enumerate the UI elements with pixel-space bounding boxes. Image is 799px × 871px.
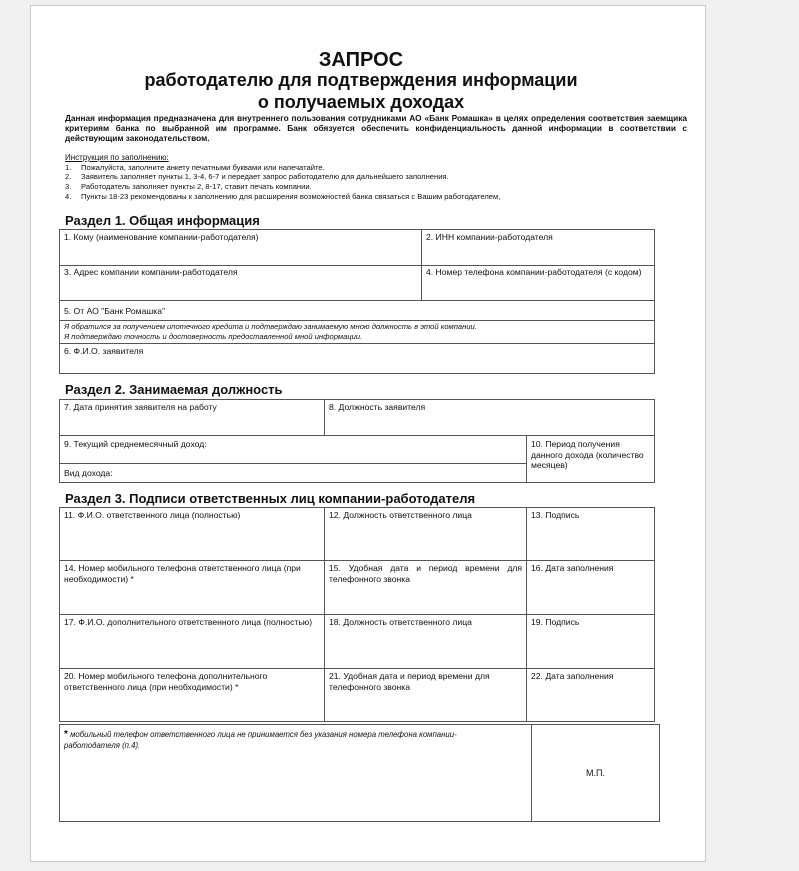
field-20-additional-mobile[interactable]: 20. Номер мобильного телефона дополнительного ответственного лица (при необходимости) *	[64, 671, 268, 692]
instruction-item: 3. Работодатель заполняет пункты 2, 8-17, ставит печать компании.	[65, 182, 312, 191]
field-17-additional-name[interactable]: 17. Ф.И.О. дополнительного ответственного лица (полностью)	[64, 617, 313, 627]
field-14-responsible-mobile[interactable]: 14. Номер мобильного телефона ответственного лица (при необходимости) *	[64, 563, 301, 584]
document-subtitle-line-1: работодателю для подтверждения информации	[144, 70, 578, 90]
footnote-box	[59, 724, 561, 822]
field-15-call-time[interactable]: 15. Удобная дата и период времени для телефонного звонка	[329, 563, 522, 584]
field-7-hire-date[interactable]: 7. Дата принятия заявителя на работу	[64, 402, 217, 412]
instruction-item: 2. Заявитель заполняет пункты 1, 3-4, 6-7 и передает запрос работодателю для дальнейшего заполнения.	[65, 172, 449, 181]
field-18-additional-position[interactable]: 18. Должность ответственного лица	[329, 617, 472, 627]
field-19-signature[interactable]: 19. Подпись	[531, 617, 580, 627]
field-21-call-time[interactable]: 21. Удобная дата и период времени для телефонного звонка	[329, 671, 490, 692]
field-8-applicant-position[interactable]: 8. Должность заявителя	[329, 402, 426, 412]
field-13-signature[interactable]: 13. Подпись	[531, 510, 580, 520]
document-title: ЗАПРОС	[318, 49, 404, 71]
field-9-monthly-income[interactable]: 9. Текущий среднемесячный доход:	[64, 439, 207, 449]
field-16-fill-date[interactable]: 16. Дата заполнения	[531, 563, 614, 573]
stamp-box	[531, 724, 660, 822]
footnote: * мобильный телефон ответственного лица не принимается без указания номера телефона компании-работодателя (п.4).	[64, 729, 457, 750]
field-3-employer-address[interactable]: 3. Адрес компании компании-работодателя	[64, 267, 238, 277]
instruction-item: 4. Пункты 18-23 рекомендованы к заполнению для расширения возможностей банка связаться с Вашим работодателем,	[65, 192, 501, 201]
field-11-responsible-name[interactable]: 11. Ф.И.О. ответственного лица (полностью)	[64, 510, 241, 520]
section-2-table	[59, 399, 655, 483]
section-2-title: Раздел 2. Занимаемая должность	[65, 382, 283, 397]
document-subtitle-line-2: о получаемых доходах	[257, 92, 465, 112]
field-12-responsible-position[interactable]: 12. Должность ответственного лица	[329, 510, 472, 520]
instruction-item: 1. Пожалуйста, заполните анкету печатными буквами или напечатайте.	[65, 163, 325, 172]
instructions-title: Инструкция по заполнению:	[65, 153, 169, 162]
section-1-table	[59, 229, 655, 374]
field-6-applicant-name[interactable]: 6. Ф.И.О. заявителя	[64, 346, 144, 356]
stamp-label: М.П.	[586, 768, 605, 778]
applicant-statement: Я обратился за получением ипотечного кредита и подтверждаю занимаемую мною должность в этой компании. Я подтверждаю точность и достоверность предоставленной мной информации.	[64, 322, 477, 341]
intro-paragraph: Данная информация предназначена для внутреннего пользования сотрудниками АО «Банк Ромашка» в целях определения соответствия заемщика критериям банка по выбранной им программе. Банк обязуется обеспечить конфиденциальность данной информации в соответствии с действующим законодательством.	[65, 113, 687, 143]
field-2-employer-inn[interactable]: 2. ИНН компании-работодателя	[426, 232, 553, 242]
field-1-employer-name[interactable]: 1. Кому (наименование компании-работодателя)	[64, 232, 259, 242]
field-5-from-bank: 5. От АО "Банк Ромашка"	[64, 306, 166, 316]
section-3-title: Раздел 3. Подписи ответственных лиц компании-работодателя	[65, 491, 476, 506]
document-page	[30, 5, 706, 862]
section-3-table	[59, 507, 655, 722]
field-4-employer-phone[interactable]: 4. Номер телефона компании-работодателя (с кодом)	[426, 267, 642, 277]
section-1-title: Раздел 1. Общая информация	[65, 213, 260, 228]
field-10-income-period[interactable]: 10. Период получения данного дохода (количество месяцев)	[531, 439, 644, 470]
income-type-field[interactable]: Вид дохода:	[64, 468, 113, 478]
field-22-fill-date[interactable]: 22. Дата заполнения	[531, 671, 614, 681]
